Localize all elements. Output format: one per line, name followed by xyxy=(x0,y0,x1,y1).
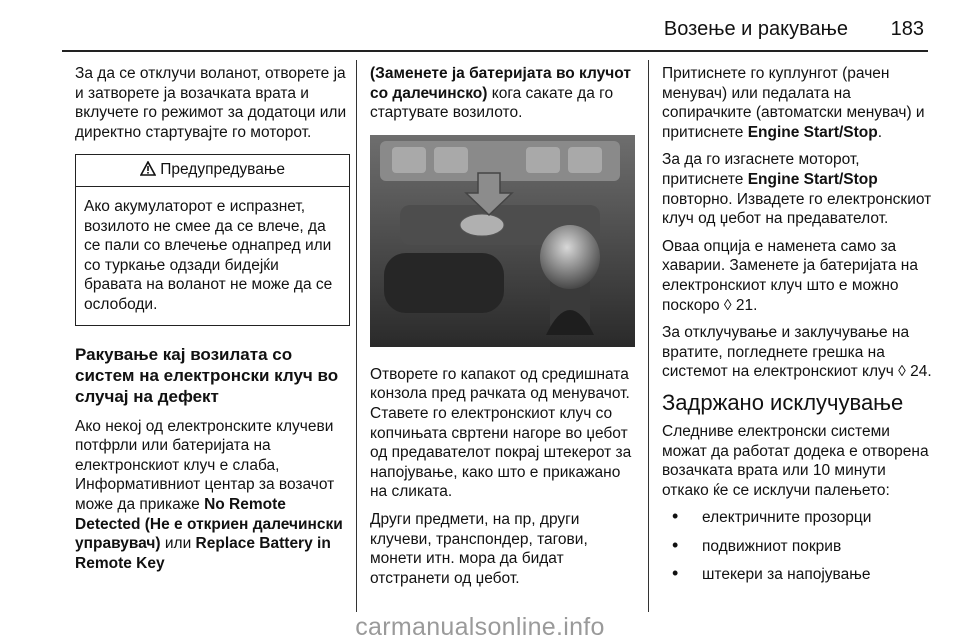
message-no-remote: No Remote Detected (Не е откриен далечински управувач) xyxy=(75,495,343,553)
instruction-paragraph: Отворете го капакот од средишната конзола пред рачката од менувачот. Ставете го електронскиот клуч со копчињата свртени нагоре во џебот од предавателот покрај штекерот за напојување, како што е прикажано на сликата. xyxy=(370,365,632,501)
objects-paragraph: Други предмети, на пр, други клучеви, транспондер, тагови, монети итн. мора да бидат отстранети од џебот. xyxy=(370,510,588,587)
start-end: . xyxy=(877,123,883,141)
section-title-emergency: Ракување кај возилата со систем на електронски клуч во случај на дефект xyxy=(75,344,339,406)
page-number: 183 xyxy=(890,18,924,40)
lead-bold: (Заменете ја батеријата во клучот со далечинско) xyxy=(370,65,631,102)
stop-text: За да го изгаснете моторот, притиснете xyxy=(662,151,860,188)
lead-paragraph xyxy=(370,64,635,123)
warning-text: Ако акумулаторот е испразнет, возилото не смее да се влече, да се пали со влечење однапред или со туркање одзади бидејќи бравата на воланот не може да се ослободи. xyxy=(84,197,333,313)
fault-or: или xyxy=(160,535,196,553)
stop-paragraph xyxy=(662,150,932,228)
warning-icon xyxy=(140,161,160,178)
list-item: • подвижниот покрив xyxy=(662,537,932,557)
fault-paragraph xyxy=(75,417,350,574)
warning-header xyxy=(76,155,349,187)
engine-start-stop-label-2: Engine Start/Stop xyxy=(747,170,878,188)
engine-start-stop-label: Engine Start/Stop xyxy=(747,123,878,141)
page-header xyxy=(62,0,928,52)
systems-list xyxy=(662,508,932,585)
console-illustration xyxy=(370,135,635,347)
header-rule xyxy=(62,50,928,52)
emergency-paragraph: Оваа опција е наменета само за хаварии. Заменете ја батеријата на електронскиот клуч што е можно поскоро ◊ 21. xyxy=(662,237,918,314)
column-2 xyxy=(370,64,635,596)
fault-text: Ако некој од електронските клучеви потфрли или батеријата на електронскиот клуч е слаба, Информативниот центар за возачот може да прикаже xyxy=(75,417,335,513)
column-divider-1 xyxy=(356,60,357,612)
watermark: carmanualsonline.info xyxy=(355,613,605,641)
warning-box xyxy=(75,154,350,325)
list-item: • електричните прозорци xyxy=(662,508,932,528)
locking-paragraph: За отклучување и заклучување на вратите, погледнете грешка на системот на електронскиот клуч ◊ 24. xyxy=(662,324,932,381)
start-text: Притиснете го куплунгот (рачен менувач) или педалата на сопирачките (автоматски менувач) и притиснете xyxy=(662,65,925,141)
start-paragraph xyxy=(662,64,932,142)
column-3 xyxy=(662,64,932,594)
header-title: Возење и ракување xyxy=(663,18,848,40)
console-photo xyxy=(370,135,635,347)
lead-text: кога сакате да го стартувате возилото. xyxy=(370,84,614,122)
intro-paragraph: За да се отклучи воланот, отворете ја и затворете ја возачката врата и вклучете го режимот за додатоци или директно стартувајте го моторот. xyxy=(75,65,347,141)
column-divider-2 xyxy=(648,60,649,612)
stop-end: повторно. Извадете го електронскиот клуч од џебот на предавателот. xyxy=(662,190,932,228)
warning-title: Предупредување xyxy=(160,161,286,179)
message-replace-battery: Replace Battery in Remote Key xyxy=(75,535,331,572)
list-item: • штекери за напојување xyxy=(662,565,932,585)
retained-paragraph: Следниве електронски системи можат да работат додека е отворена возачката врата или 10 минути откако ќе се исклучи палењето: xyxy=(662,422,929,499)
section-title-retained-power: Задржано исклучување xyxy=(662,389,904,415)
column-1 xyxy=(75,64,350,581)
